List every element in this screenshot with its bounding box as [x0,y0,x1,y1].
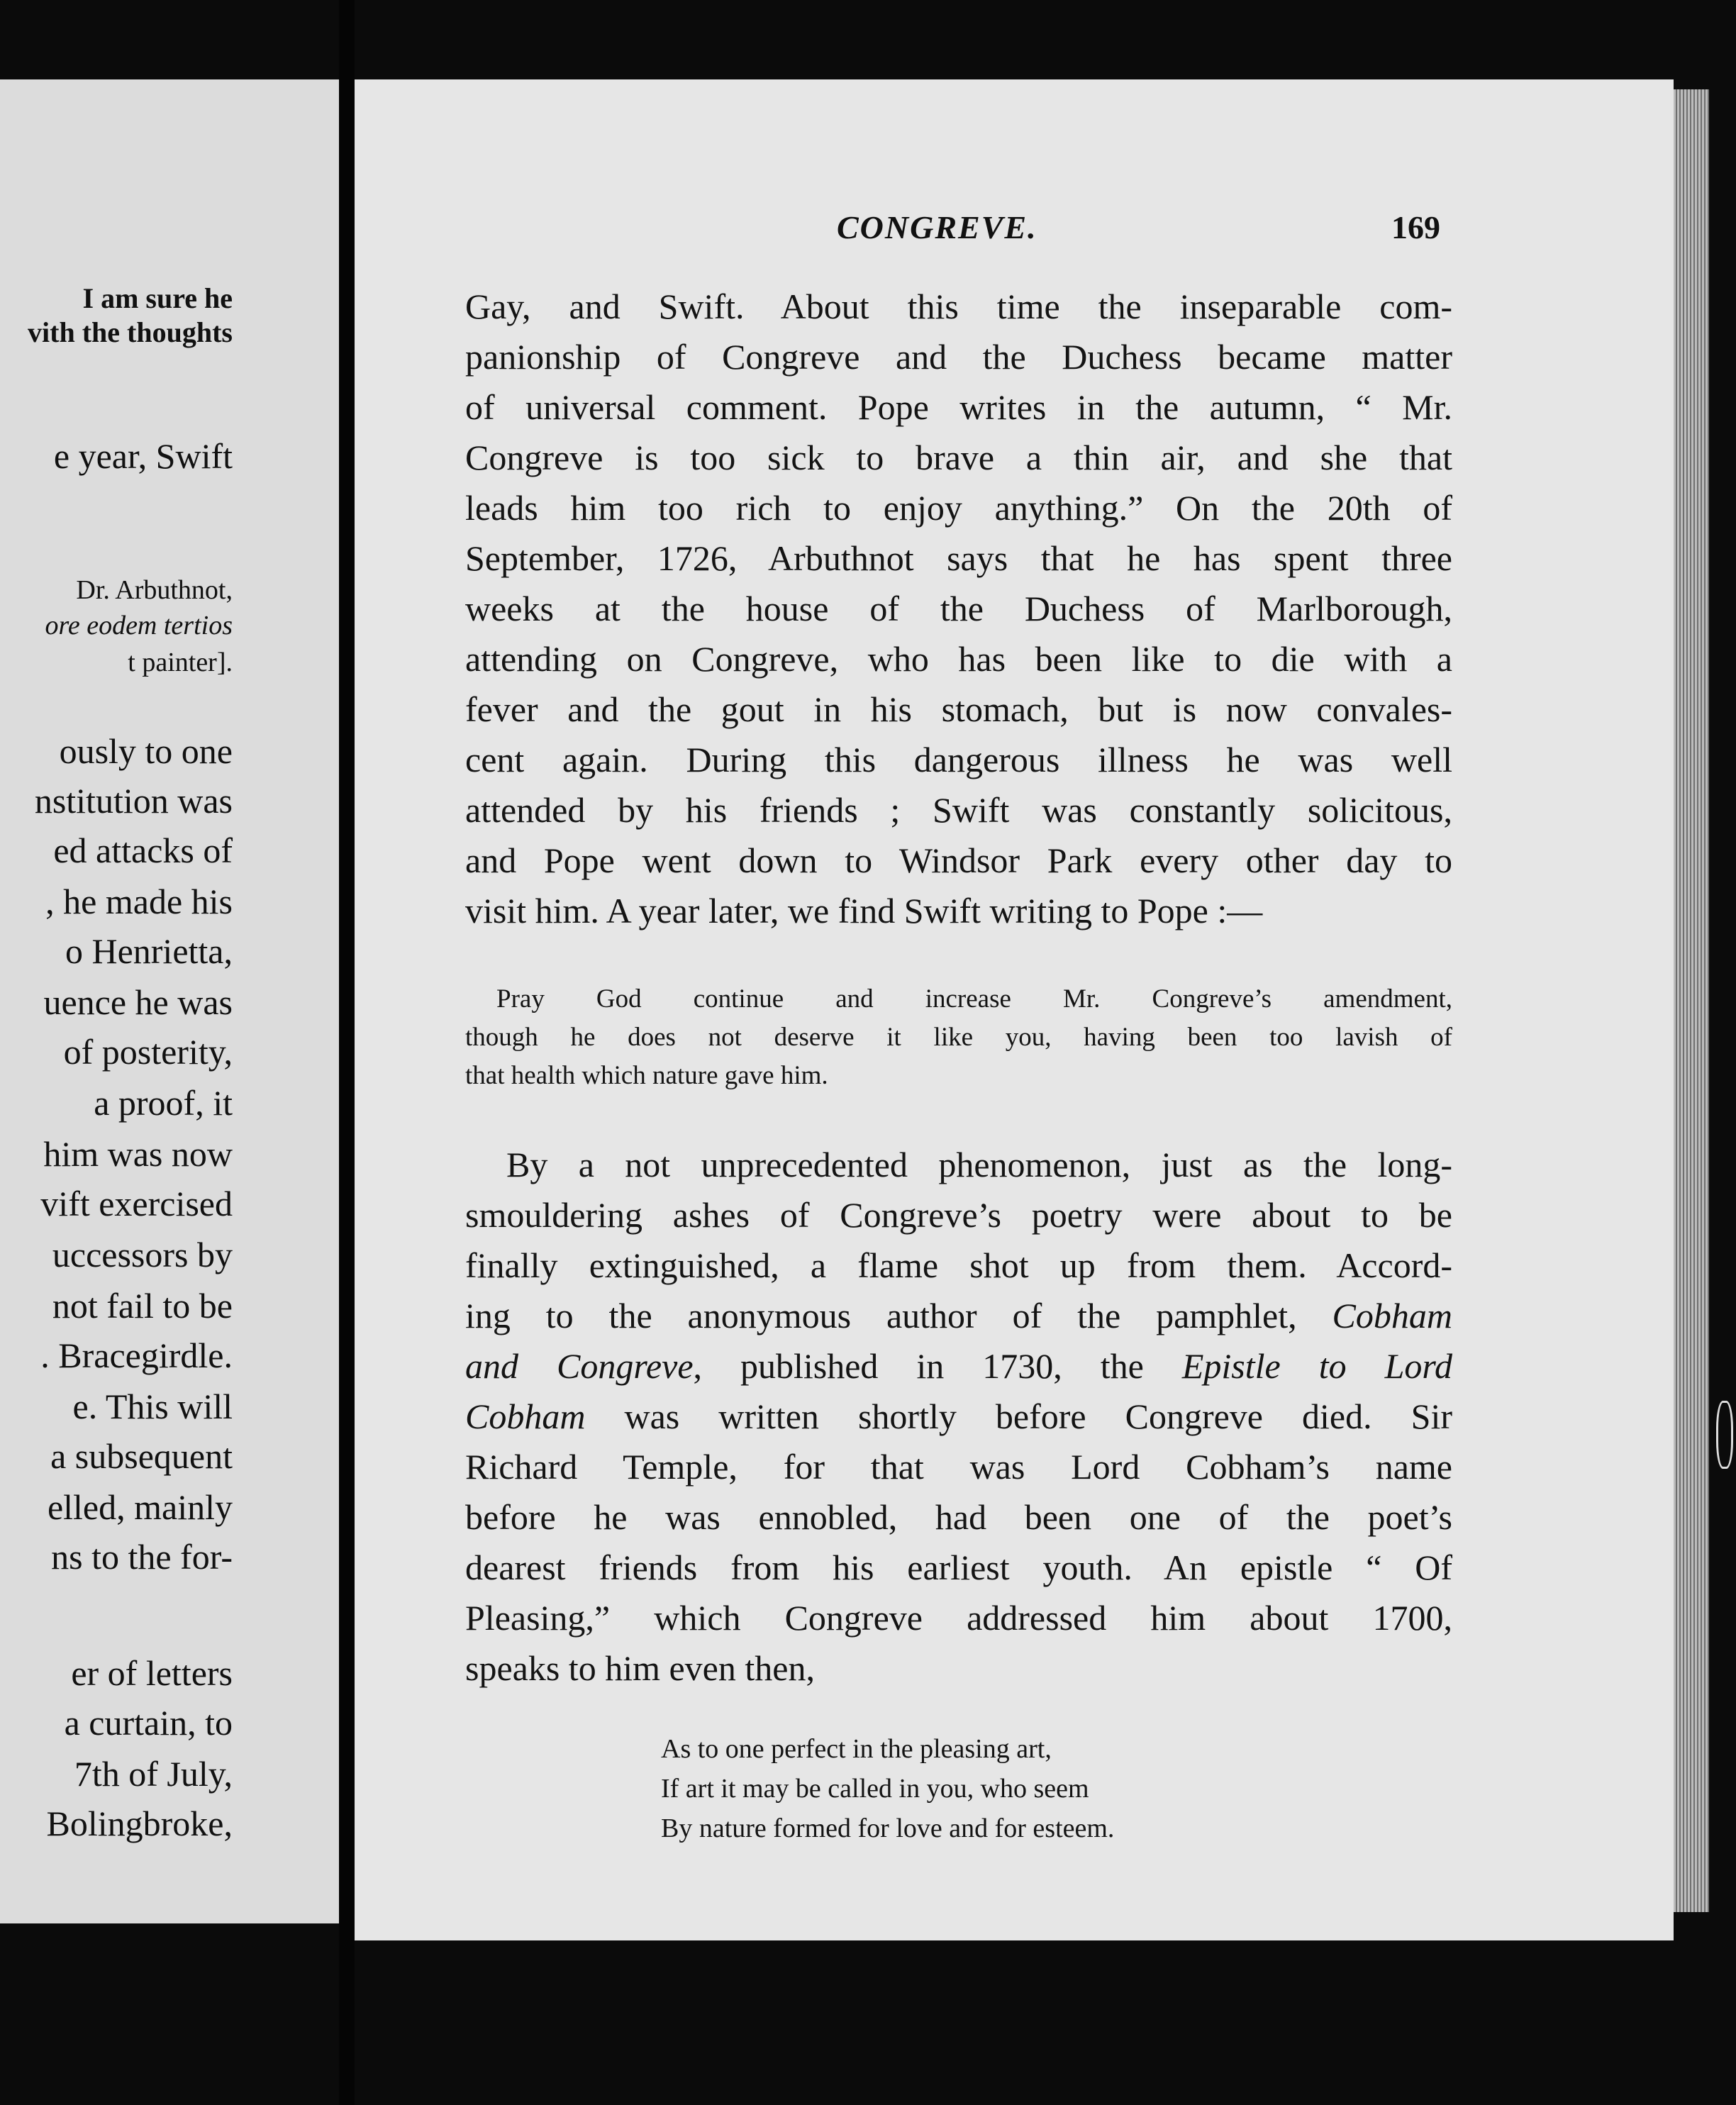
paragraph-2-line: smouldering ashes of Congreve’s poetry were about to be [465,1195,1452,1235]
paragraph-1-line: attended by his friends ; Swift was constantly solicitous, [465,790,1452,830]
left-footnote-line: ore eodem tertios [45,611,233,640]
italic-title: and Congreve [465,1346,694,1386]
paragraph-2-line: Richard Temple, for that was Lord Cobham’s name [465,1447,1452,1487]
left-line: vift exercised [40,1184,233,1223]
left-footnote-line: Dr. Arbuthnot, [76,575,233,605]
italic-title: Cobham [1332,1296,1452,1335]
quotation-line: Pray God continue and increase Mr. Congreve’s amendment, [496,984,1452,1013]
left-line: . Bracegirdle. [40,1335,233,1375]
text-run: was written shortly before Congreve died. Sir [585,1396,1452,1436]
text-run: , published in 1730, the [693,1346,1182,1386]
scan-artifact [1716,1401,1733,1469]
paragraph-1-line: attending on Congreve, who has been like to die with a [465,639,1452,679]
paragraph-1-line: weeks at the house of the Duchess of Marlborough, [465,589,1452,628]
paragraph-1-line: Gay, and Swift. About this time the inseparable com- [465,287,1452,326]
paragraph-1-line: and Pope went down to Windsor Park every other day to [465,840,1452,880]
verse-line: As to one perfect in the pleasing art, [661,1734,1052,1764]
left-line: Bolingbroke, [46,1804,233,1843]
paragraph-1-line: cent again. During this dangerous illness he was well [465,740,1452,779]
right-page [355,79,1674,1940]
left-line: ously to one [59,731,233,771]
scan-border [1709,0,1736,2105]
paragraph-2-line: before he was ennobled, had been one of the poet’s [465,1497,1452,1537]
paragraph-2-line: Pleasing,” which Congreve addressed him about 1700, [465,1598,1452,1638]
italic-title: Epistle to Lord [1181,1346,1452,1386]
verse-line: If art it may be called in you, who seem [661,1774,1089,1804]
paragraph-1-line: leads him too rich to enjoy anything.” On the 20th of [465,488,1452,528]
left-line: e year, Swift [53,436,233,476]
verse-line: By nature formed for love and for esteem. [661,1814,1115,1843]
paragraph-1-line: Congreve is too sick to brave a thin air, and she that [465,438,1452,477]
left-line: nstitution was [34,781,233,821]
left-page [0,79,339,1923]
left-line: elled, mainly [47,1487,233,1527]
paragraph-2-line: speaks to him even then, [465,1648,815,1688]
left-line: , he made his [45,882,233,921]
left-line: of posterity, [63,1032,233,1072]
left-line: a proof, it [94,1083,233,1123]
left-line: ns to the for- [51,1537,233,1577]
left-line: o Henrietta, [65,931,233,971]
paragraph-2-line [465,1395,1452,1438]
paragraph-2-line [465,1294,1452,1337]
paragraph-2-line: dearest friends from his earliest youth. An epistle “ Of [465,1548,1452,1587]
italic-title: Cobham [465,1396,586,1436]
left-line: uccessors by [52,1235,233,1274]
paragraph-1-line: fever and the gout in his stomach, but is now convales- [465,689,1452,729]
left-line: not fail to be [52,1286,233,1326]
left-line: a curtain, to [64,1703,233,1743]
left-line: e. This will [72,1387,233,1426]
quotation-line: though he does not deserve it like you, having been too lavish of [465,1023,1452,1052]
left-footnote-line: t painter]. [128,648,233,677]
page-number: 169 [1391,209,1440,245]
page-edge-stack [1674,89,1709,1912]
paragraph-1-line: panionship of Congreve and the Duchess became matter [465,337,1452,377]
left-line: him was now [43,1134,233,1174]
paragraph-2-line [465,1345,1452,1387]
paragraph-1-line: of universal comment. Pope writes in the autumn, “ Mr. [465,387,1452,427]
book-gutter [339,0,355,2105]
paragraph-2-line: finally extinguished, a flame shot up from them. Accord- [465,1245,1452,1285]
paragraph-2-line: By a not unprecedented phenomenon, just as the long- [506,1145,1452,1184]
quotation-line: that health which nature gave him. [465,1061,828,1090]
text-run: ing to the anonymous author of the pamphlet, [465,1296,1332,1335]
left-line: vith the thoughts [28,316,233,348]
paragraph-1-line: September, 1726, Arbuthnot says that he has spent three [465,538,1452,578]
left-line: a subsequent [50,1436,233,1476]
left-line: uence he was [43,982,233,1022]
left-line: I am sure he [82,282,233,314]
left-line: ed attacks of [53,831,233,870]
left-line: 7th of July, [74,1754,233,1794]
left-line: er of letters [71,1653,233,1693]
running-title: CONGREVE. [837,209,1037,245]
paragraph-1-line: visit him. A year later, we find Swift writing to Pope :— [465,891,1263,931]
